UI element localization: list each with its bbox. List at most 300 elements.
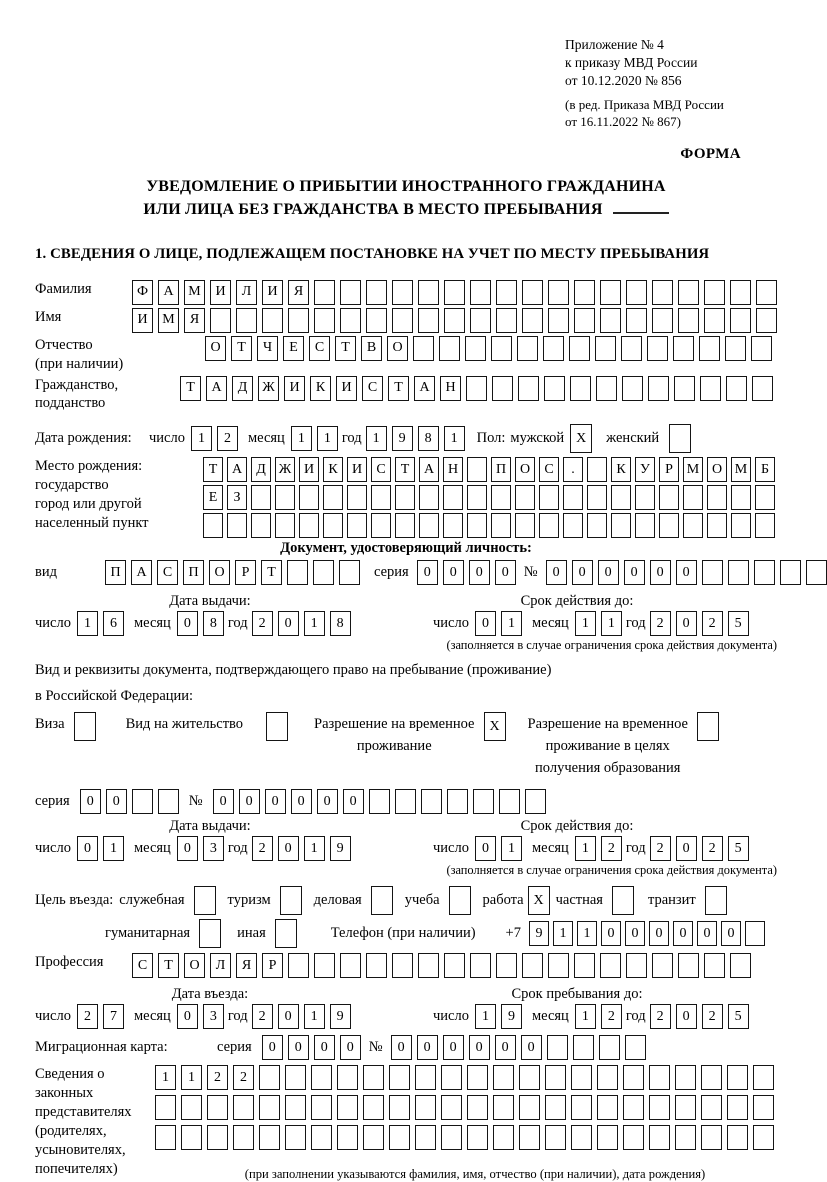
char-cell[interactable]: 0 [262,1035,283,1060]
char-cell[interactable]: 1 [553,921,573,946]
char-cell[interactable] [731,513,751,538]
char-cell[interactable] [700,376,721,401]
char-cell[interactable]: 0 [343,789,364,814]
char-cell[interactable] [313,560,334,585]
char-cell[interactable] [262,308,283,333]
char-cell[interactable] [587,457,607,482]
char-cell[interactable] [395,485,415,510]
char-cell[interactable] [288,953,309,978]
char-cell[interactable]: П [105,560,126,585]
char-cell[interactable]: 0 [417,560,438,585]
char-cell[interactable] [285,1125,306,1150]
char-cell[interactable]: 1 [304,611,325,636]
char-cell[interactable]: 0 [546,560,567,585]
char-cell[interactable] [444,280,465,305]
char-cell[interactable] [649,1125,670,1150]
char-cell[interactable]: 2 [77,1004,98,1029]
char-cell[interactable] [323,485,343,510]
char-cell[interactable]: 5 [728,611,749,636]
char-cell[interactable] [704,308,725,333]
char-cell[interactable] [181,1125,202,1150]
char-cell[interactable] [587,485,607,510]
char-cell[interactable] [415,1065,436,1090]
char-cell[interactable]: И [336,376,357,401]
char-cell[interactable] [673,336,694,361]
char-cell[interactable] [599,1035,620,1060]
char-cell[interactable] [625,1035,646,1060]
char-cell[interactable] [496,280,517,305]
char-cell[interactable] [539,513,559,538]
char-cell[interactable] [683,485,703,510]
char-cell[interactable] [652,953,673,978]
char-cell[interactable] [519,1095,540,1120]
char-cell[interactable] [571,1095,592,1120]
char-cell[interactable] [515,513,535,538]
char-cell[interactable]: И [132,308,153,333]
char-cell[interactable] [652,280,673,305]
char-cell[interactable] [730,280,751,305]
char-cell[interactable] [314,953,335,978]
char-cell[interactable] [389,1125,410,1150]
char-cell[interactable] [227,513,247,538]
char-cell[interactable]: 0 [673,921,693,946]
char-cell[interactable] [806,560,827,585]
char-cell[interactable] [236,308,257,333]
char-cell[interactable] [545,1095,566,1120]
char-cell[interactable]: П [491,457,511,482]
char-cell[interactable] [649,1065,670,1090]
char-cell[interactable]: 0 [495,560,516,585]
char-cell[interactable]: М [731,457,751,482]
char-cell[interactable] [573,1035,594,1060]
char-cell[interactable]: 1 [77,611,98,636]
char-cell[interactable] [626,953,647,978]
char-cell[interactable]: И [347,457,367,482]
char-cell[interactable]: 1 [366,426,387,451]
char-cell[interactable] [753,1125,774,1150]
char-cell[interactable]: О [184,953,205,978]
char-cell[interactable]: 2 [650,1004,671,1029]
checkbox-cell[interactable] [449,886,471,915]
char-cell[interactable]: А [131,560,152,585]
char-cell[interactable] [366,953,387,978]
char-cell[interactable] [444,953,465,978]
char-cell[interactable]: Ч [257,336,278,361]
char-cell[interactable]: 1 [191,426,212,451]
char-cell[interactable] [519,1125,540,1150]
char-cell[interactable] [571,1065,592,1090]
char-cell[interactable]: 0 [291,789,312,814]
char-cell[interactable] [366,280,387,305]
char-cell[interactable]: Я [184,308,205,333]
char-cell[interactable] [675,1125,696,1150]
char-cell[interactable]: У [635,457,655,482]
char-cell[interactable] [418,953,439,978]
char-cell[interactable] [259,1125,280,1150]
char-cell[interactable] [395,513,415,538]
char-cell[interactable]: С [371,457,391,482]
char-cell[interactable] [415,1095,436,1120]
char-cell[interactable]: 7 [103,1004,124,1029]
checkbox-cell[interactable] [266,712,288,741]
char-cell[interactable] [418,308,439,333]
char-cell[interactable] [363,1065,384,1090]
char-cell[interactable]: Т [158,953,179,978]
char-cell[interactable]: 0 [601,921,621,946]
char-cell[interactable]: 0 [77,836,98,861]
char-cell[interactable] [678,280,699,305]
char-cell[interactable] [548,308,569,333]
char-cell[interactable]: 1 [577,921,597,946]
char-cell[interactable]: 1 [304,1004,325,1029]
char-cell[interactable] [371,485,391,510]
char-cell[interactable] [419,485,439,510]
char-cell[interactable]: 1 [181,1065,202,1090]
char-cell[interactable] [443,513,463,538]
char-cell[interactable] [678,308,699,333]
char-cell[interactable]: 1 [575,1004,596,1029]
char-cell[interactable] [517,336,538,361]
char-cell[interactable] [702,560,723,585]
char-cell[interactable] [467,513,487,538]
char-cell[interactable]: 2 [702,836,723,861]
char-cell[interactable] [730,953,751,978]
char-cell[interactable] [548,953,569,978]
char-cell[interactable] [648,376,669,401]
char-cell[interactable]: 0 [314,1035,335,1060]
checkbox-cell[interactable] [74,712,96,741]
char-cell[interactable]: Н [443,457,463,482]
checkbox-cell[interactable] [199,919,221,948]
char-cell[interactable]: 9 [501,1004,522,1029]
char-cell[interactable] [587,513,607,538]
char-cell[interactable] [701,1065,722,1090]
char-cell[interactable]: 5 [728,836,749,861]
char-cell[interactable]: 0 [697,921,717,946]
char-cell[interactable] [597,1095,618,1120]
char-cell[interactable]: Т [203,457,223,482]
char-cell[interactable] [707,513,727,538]
char-cell[interactable] [522,280,543,305]
char-cell[interactable]: 1 [304,836,325,861]
char-cell[interactable]: 0 [650,560,671,585]
char-cell[interactable] [493,1065,514,1090]
char-cell[interactable] [525,789,546,814]
char-cell[interactable]: 2 [601,1004,622,1029]
char-cell[interactable] [780,560,801,585]
char-cell[interactable]: Л [210,953,231,978]
checkbox-cell[interactable]: X [484,712,506,741]
char-cell[interactable] [337,1125,358,1150]
char-cell[interactable] [496,308,517,333]
char-cell[interactable]: Д [232,376,253,401]
char-cell[interactable] [207,1125,228,1150]
char-cell[interactable]: . [563,457,583,482]
char-cell[interactable]: 1 [501,611,522,636]
char-cell[interactable] [596,376,617,401]
char-cell[interactable] [415,1125,436,1150]
char-cell[interactable]: 0 [625,921,645,946]
char-cell[interactable] [574,308,595,333]
char-cell[interactable]: 0 [443,560,464,585]
checkbox-cell[interactable] [705,886,727,915]
char-cell[interactable]: Е [203,485,223,510]
char-cell[interactable]: 3 [203,836,224,861]
checkbox-cell[interactable] [697,712,719,741]
char-cell[interactable]: 0 [391,1035,412,1060]
char-cell[interactable] [674,376,695,401]
char-cell[interactable]: 1 [475,1004,496,1029]
char-cell[interactable] [339,560,360,585]
char-cell[interactable] [570,376,591,401]
char-cell[interactable] [683,513,703,538]
char-cell[interactable] [563,485,583,510]
char-cell[interactable] [600,953,621,978]
char-cell[interactable] [465,336,486,361]
char-cell[interactable]: 0 [278,611,299,636]
char-cell[interactable] [727,1095,748,1120]
char-cell[interactable]: К [323,457,343,482]
char-cell[interactable]: 5 [728,1004,749,1029]
char-cell[interactable]: 0 [572,560,593,585]
char-cell[interactable]: М [158,308,179,333]
char-cell[interactable]: О [205,336,226,361]
char-cell[interactable]: Н [440,376,461,401]
char-cell[interactable]: Ж [258,376,279,401]
char-cell[interactable] [726,376,747,401]
char-cell[interactable] [491,336,512,361]
char-cell[interactable] [659,485,679,510]
char-cell[interactable]: 0 [317,789,338,814]
char-cell[interactable] [515,485,535,510]
char-cell[interactable] [470,280,491,305]
char-cell[interactable]: А [158,280,179,305]
char-cell[interactable] [285,1095,306,1120]
char-cell[interactable]: А [227,457,247,482]
char-cell[interactable]: 9 [330,1004,351,1029]
char-cell[interactable] [467,1095,488,1120]
char-cell[interactable]: И [210,280,231,305]
char-cell[interactable]: С [309,336,330,361]
char-cell[interactable]: 9 [330,836,351,861]
char-cell[interactable] [545,1065,566,1090]
checkbox-cell[interactable] [669,424,691,453]
char-cell[interactable]: Р [262,953,283,978]
char-cell[interactable] [492,376,513,401]
char-cell[interactable] [574,280,595,305]
char-cell[interactable]: 2 [252,611,273,636]
char-cell[interactable]: 1 [601,611,622,636]
char-cell[interactable]: 0 [721,921,741,946]
char-cell[interactable] [441,1125,462,1150]
char-cell[interactable] [491,513,511,538]
char-cell[interactable] [210,308,231,333]
char-cell[interactable]: О [515,457,535,482]
char-cell[interactable] [467,485,487,510]
char-cell[interactable]: 9 [529,921,549,946]
char-cell[interactable]: А [419,457,439,482]
char-cell[interactable] [611,513,631,538]
char-cell[interactable] [543,336,564,361]
char-cell[interactable]: Т [261,560,282,585]
char-cell[interactable]: 2 [702,1004,723,1029]
char-cell[interactable] [369,789,390,814]
char-cell[interactable] [299,485,319,510]
char-cell[interactable] [392,280,413,305]
char-cell[interactable] [756,280,777,305]
char-cell[interactable] [496,953,517,978]
char-cell[interactable] [470,953,491,978]
char-cell[interactable] [259,1095,280,1120]
char-cell[interactable] [597,1125,618,1150]
char-cell[interactable]: 1 [575,611,596,636]
char-cell[interactable] [701,1095,722,1120]
char-cell[interactable] [704,953,725,978]
char-cell[interactable] [623,1125,644,1150]
checkbox-cell[interactable]: X [570,424,592,453]
char-cell[interactable]: Е [283,336,304,361]
char-cell[interactable] [635,485,655,510]
char-cell[interactable] [366,308,387,333]
char-cell[interactable] [727,1125,748,1150]
char-cell[interactable] [389,1095,410,1120]
char-cell[interactable]: З [227,485,247,510]
char-cell[interactable] [314,308,335,333]
char-cell[interactable] [132,789,153,814]
char-cell[interactable]: М [184,280,205,305]
char-cell[interactable]: 0 [340,1035,361,1060]
char-cell[interactable] [635,513,655,538]
checkbox-cell[interactable] [612,886,634,915]
checkbox-cell[interactable] [371,886,393,915]
char-cell[interactable] [675,1065,696,1090]
char-cell[interactable] [395,789,416,814]
char-cell[interactable] [311,1095,332,1120]
char-cell[interactable]: 0 [676,1004,697,1029]
char-cell[interactable]: Л [236,280,257,305]
char-cell[interactable] [311,1125,332,1150]
char-cell[interactable] [155,1125,176,1150]
char-cell[interactable] [678,953,699,978]
char-cell[interactable]: 0 [676,611,697,636]
char-cell[interactable] [259,1065,280,1090]
char-cell[interactable]: 0 [475,836,496,861]
char-cell[interactable] [574,953,595,978]
char-cell[interactable]: 2 [207,1065,228,1090]
char-cell[interactable] [347,513,367,538]
char-cell[interactable] [611,485,631,510]
char-cell[interactable]: А [414,376,435,401]
char-cell[interactable] [467,1125,488,1150]
char-cell[interactable]: В [361,336,382,361]
char-cell[interactable] [340,280,361,305]
char-cell[interactable] [753,1095,774,1120]
char-cell[interactable] [699,336,720,361]
char-cell[interactable] [626,308,647,333]
char-cell[interactable] [251,485,271,510]
char-cell[interactable]: 8 [418,426,439,451]
char-cell[interactable]: 2 [702,611,723,636]
char-cell[interactable] [626,280,647,305]
char-cell[interactable]: 1 [291,426,312,451]
char-cell[interactable]: Д [251,457,271,482]
char-cell[interactable]: 0 [177,611,198,636]
char-cell[interactable]: 1 [501,836,522,861]
char-cell[interactable] [337,1095,358,1120]
char-cell[interactable] [155,1095,176,1120]
char-cell[interactable]: 0 [624,560,645,585]
char-cell[interactable]: Р [659,457,679,482]
char-cell[interactable]: Р [235,560,256,585]
char-cell[interactable]: С [132,953,153,978]
char-cell[interactable]: Я [236,953,257,978]
char-cell[interactable] [652,308,673,333]
char-cell[interactable]: 1 [317,426,338,451]
char-cell[interactable]: О [209,560,230,585]
char-cell[interactable]: 0 [239,789,260,814]
char-cell[interactable] [745,921,765,946]
char-cell[interactable] [363,1095,384,1120]
char-cell[interactable]: 1 [103,836,124,861]
char-cell[interactable] [323,513,343,538]
char-cell[interactable] [621,336,642,361]
char-cell[interactable] [731,485,751,510]
char-cell[interactable] [730,308,751,333]
char-cell[interactable] [181,1095,202,1120]
char-cell[interactable]: 2 [650,836,671,861]
char-cell[interactable] [728,560,749,585]
char-cell[interactable] [347,485,367,510]
char-cell[interactable] [647,336,668,361]
char-cell[interactable]: Ж [275,457,295,482]
char-cell[interactable] [707,485,727,510]
char-cell[interactable]: 0 [676,560,697,585]
char-cell[interactable] [493,1095,514,1120]
char-cell[interactable] [413,336,434,361]
char-cell[interactable] [597,1065,618,1090]
char-cell[interactable] [755,485,775,510]
char-cell[interactable]: Т [388,376,409,401]
char-cell[interactable]: 0 [213,789,234,814]
char-cell[interactable] [548,280,569,305]
char-cell[interactable]: 0 [177,836,198,861]
checkbox-cell[interactable] [194,886,216,915]
char-cell[interactable] [519,1065,540,1090]
char-cell[interactable] [622,376,643,401]
char-cell[interactable] [473,789,494,814]
char-cell[interactable] [447,789,468,814]
char-cell[interactable]: 2 [252,1004,273,1029]
char-cell[interactable]: 0 [598,560,619,585]
char-cell[interactable]: Я [288,280,309,305]
char-cell[interactable]: Б [755,457,775,482]
char-cell[interactable] [753,1065,774,1090]
char-cell[interactable] [563,513,583,538]
char-cell[interactable] [467,457,487,482]
char-cell[interactable]: 2 [233,1065,254,1090]
char-cell[interactable] [522,308,543,333]
char-cell[interactable]: К [310,376,331,401]
char-cell[interactable] [675,1095,696,1120]
char-cell[interactable] [623,1095,644,1120]
char-cell[interactable] [725,336,746,361]
char-cell[interactable] [441,1095,462,1120]
char-cell[interactable]: 0 [469,560,490,585]
char-cell[interactable]: С [362,376,383,401]
char-cell[interactable] [285,1065,306,1090]
char-cell[interactable] [421,789,442,814]
char-cell[interactable] [392,308,413,333]
